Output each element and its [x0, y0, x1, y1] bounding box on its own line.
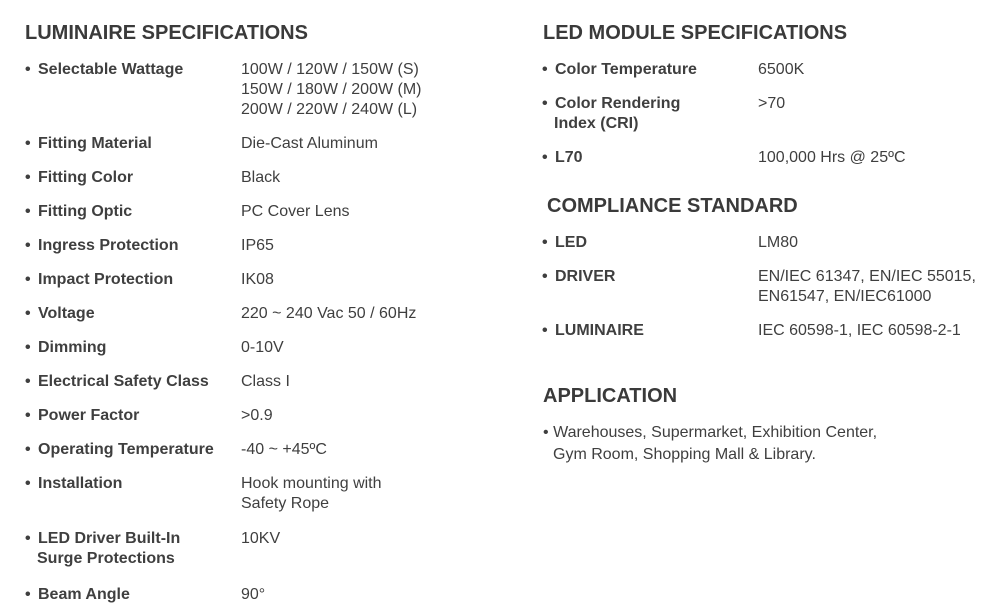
bullet: •	[542, 322, 548, 339]
bullet: •	[25, 61, 31, 78]
spec-label-text	[38, 304, 95, 324]
application-heading: APPLICATION	[543, 385, 678, 407]
bullet: •	[25, 407, 31, 424]
spec-label-text	[38, 406, 139, 426]
spec-label-text	[38, 236, 178, 256]
spec-label-text	[555, 321, 644, 341]
spec-label	[25, 406, 139, 426]
spec-label-text	[38, 202, 132, 222]
bullet: •	[542, 61, 548, 78]
spec-value	[241, 202, 350, 222]
spec-value	[758, 60, 804, 80]
bullet: •	[542, 149, 548, 166]
spec-label	[25, 270, 173, 290]
spec-label-line: Fitting Material	[38, 135, 152, 152]
spec-label-line: DRIVER	[555, 268, 616, 285]
spec-label	[25, 338, 106, 358]
spec-label	[25, 60, 183, 80]
spec-value-line: >0.9	[241, 407, 273, 424]
bullet: •	[25, 305, 31, 322]
spec-label-line: LUMINAIRE	[555, 322, 644, 339]
spec-label-text	[38, 529, 180, 569]
spec-value-line: IEC 60598-1, IEC 60598-2-1	[758, 322, 961, 339]
spec-value-line: EN61547, EN/IEC61000	[758, 288, 932, 305]
spec-value-line: 90°	[241, 586, 266, 603]
spec-label-line: Fitting Optic	[38, 203, 133, 220]
spec-label-line: L70	[555, 149, 583, 166]
spec-label	[25, 168, 133, 188]
spec-label	[542, 233, 587, 253]
spec-label-text	[555, 233, 587, 253]
spec-label-line: Electrical Safety Class	[38, 373, 209, 390]
application-text	[543, 422, 877, 466]
spec-label-line: Installation	[38, 475, 123, 492]
spec-value-line: 100,000 Hrs @ 25ºC	[758, 149, 906, 166]
bullet: •	[542, 95, 548, 112]
spec-label	[25, 134, 152, 154]
spec-value	[758, 148, 906, 168]
spec-label	[542, 94, 680, 134]
spec-value-line: Black	[241, 169, 281, 186]
spec-label	[25, 236, 178, 256]
spec-value-line: Safety Rope	[241, 495, 330, 512]
spec-label-text	[555, 60, 697, 80]
spec-value-line: EN/IEC 61347, EN/IEC 55015,	[758, 268, 976, 285]
spec-value-line: 0-10V	[241, 339, 284, 356]
spec-label-text	[555, 148, 583, 168]
bullet: •	[542, 268, 548, 285]
spec-value-line: 150W / 180W / 200W (M)	[241, 81, 422, 98]
bullet: •	[543, 424, 549, 441]
spec-label-line: Index (CRI)	[554, 115, 639, 132]
compliance-heading: COMPLIANCE STANDARD	[547, 195, 798, 217]
spec-label	[542, 321, 644, 341]
bullet: •	[542, 234, 548, 251]
spec-value-line: IK08	[241, 271, 274, 288]
bullet: •	[25, 475, 31, 492]
spec-label	[25, 474, 122, 494]
application-line-1-text: Warehouses, Supermarket, Exhibition Center,	[553, 424, 878, 441]
spec-value-line: 200W / 220W / 240W (L)	[241, 101, 418, 118]
spec-label-line: LED Driver Built-In	[38, 530, 181, 547]
spec-label-line: Surge Protections	[37, 550, 175, 567]
bullet: •	[25, 135, 31, 152]
spec-label-text	[38, 134, 152, 154]
spec-label	[25, 304, 95, 324]
spec-value-line: 100W / 120W / 150W (S)	[241, 61, 419, 78]
spec-label	[25, 202, 132, 222]
spec-value	[241, 440, 327, 460]
spec-value	[241, 338, 284, 358]
spec-label-text	[38, 60, 183, 80]
spec-value-line: 6500K	[758, 61, 805, 78]
spec-label-text	[38, 270, 173, 290]
spec-label-line: Selectable Wattage	[38, 61, 184, 78]
spec-label-line: Color Rendering	[555, 95, 681, 112]
spec-value-line: >70	[758, 95, 786, 112]
spec-label-text	[38, 168, 133, 188]
spec-label-text	[38, 474, 122, 494]
spec-value	[758, 94, 785, 114]
spec-label-line: Power Factor	[38, 407, 140, 424]
spec-label	[25, 585, 130, 605]
bullet: •	[25, 203, 31, 220]
bullet: •	[25, 169, 31, 186]
spec-label	[25, 440, 214, 460]
spec-label-text	[555, 94, 680, 134]
bullet: •	[25, 586, 31, 603]
spec-label-line: Impact Protection	[38, 271, 174, 288]
bullet: •	[25, 271, 31, 288]
spec-value-line: Class I	[241, 373, 290, 390]
spec-value	[241, 134, 378, 154]
spec-value-line: 220 ~ 240 Vac 50 / 60Hz	[241, 305, 417, 322]
spec-value	[241, 529, 280, 549]
led-module-heading: LED MODULE SPECIFICATIONS	[543, 22, 848, 44]
spec-value	[758, 233, 798, 253]
spec-value	[241, 372, 290, 392]
spec-label-text	[555, 267, 615, 287]
spec-value-line: Die-Cast Aluminum	[241, 135, 378, 152]
spec-value	[241, 60, 422, 120]
spec-value	[241, 585, 265, 605]
spec-value-line: -40 ~ +45ºC	[241, 441, 327, 458]
application-line-2: Gym Room, Shopping Mall & Library.	[553, 446, 816, 463]
spec-label-text	[38, 338, 106, 358]
spec-label-text	[38, 440, 214, 460]
spec-label-line: LED	[555, 234, 587, 251]
application-line-1	[543, 422, 877, 444]
spec-label	[25, 372, 209, 392]
bullet: •	[25, 373, 31, 390]
bullet: •	[25, 530, 31, 547]
spec-label	[542, 148, 583, 168]
spec-label	[542, 267, 615, 287]
spec-label	[542, 60, 697, 80]
spec-label-line: Fitting Color	[38, 169, 134, 186]
spec-label-line: Color Temperature	[555, 61, 697, 78]
spec-value	[241, 168, 280, 188]
spec-value	[241, 474, 382, 514]
spec-value	[241, 270, 274, 290]
spec-label-line: Beam Angle	[38, 586, 130, 603]
spec-label-line: Dimming	[38, 339, 107, 356]
bullet: •	[25, 339, 31, 356]
spec-label-text	[38, 585, 130, 605]
spec-value	[758, 321, 961, 341]
spec-label-line: Ingress Protection	[38, 237, 179, 254]
spec-value	[241, 406, 273, 426]
spec-value-line: LM80	[758, 234, 799, 251]
spec-value	[241, 304, 416, 324]
spec-value	[758, 267, 976, 307]
bullet: •	[25, 237, 31, 254]
spec-value-line: PC Cover Lens	[241, 203, 350, 220]
spec-value-line: Hook mounting with	[241, 475, 382, 492]
bullet: •	[25, 441, 31, 458]
spec-value-line: IP65	[241, 237, 274, 254]
spec-label-text	[38, 372, 209, 392]
spec-label-line: Operating Temperature	[38, 441, 214, 458]
spec-label	[25, 529, 180, 569]
spec-value	[241, 236, 274, 256]
spec-label-line: Voltage	[38, 305, 95, 322]
spec-value-line: 10KV	[241, 530, 281, 547]
luminaire-heading: LUMINAIRE SPECIFICATIONS	[25, 22, 308, 44]
